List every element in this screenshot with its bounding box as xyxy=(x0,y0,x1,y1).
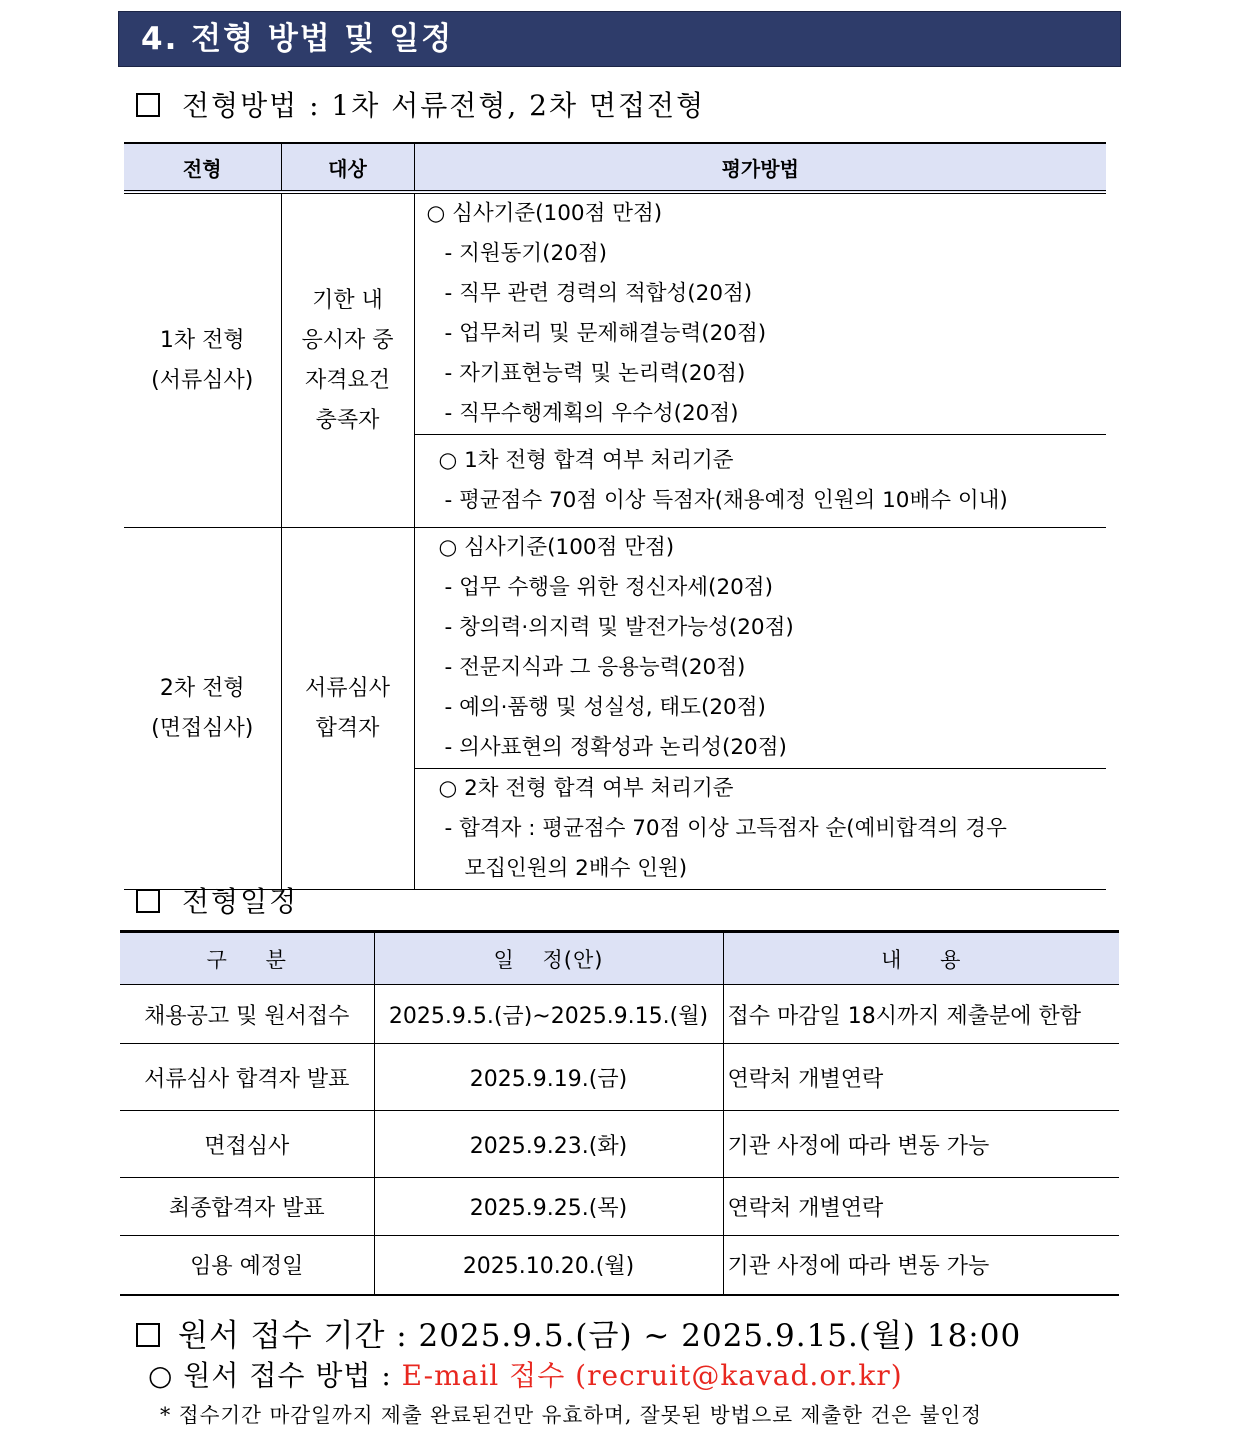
stage2-target: 서류심사 합격자 xyxy=(281,528,414,890)
checkbox-square-icon xyxy=(136,889,160,913)
schedule-table xyxy=(120,930,1119,1296)
list-item: - 지원동기(20점) xyxy=(444,241,608,266)
application-period-text: 원서 접수 기간 : 2025.9.5.(금) ~ 2025.9.15.(월) 18:00 xyxy=(178,1318,1022,1354)
evaluation-header-row xyxy=(124,143,1106,192)
list-item: - 전문지식과 그 응용능력(20점) xyxy=(444,655,746,680)
checkbox-square-icon xyxy=(136,93,160,117)
application-method-value: E-mail 접수 (recruit@kavad.or.kr) xyxy=(401,1359,903,1392)
stage2-name: 2차 전형 (면접심사) xyxy=(124,528,281,890)
list-item: - 업무처리 및 문제해결능력(20점) xyxy=(444,321,767,346)
schedule-heading xyxy=(136,880,298,920)
schedule-header-row xyxy=(120,932,1119,985)
table-row: 서류심사 합격자 발표 2025.9.19.(금) 연락처 개별연락 xyxy=(120,1044,1119,1111)
list-item: - 의사표현의 정확성과 논리성(20점) xyxy=(444,735,787,760)
header-method: 평가방법 xyxy=(414,143,1106,192)
application-period xyxy=(136,1310,1021,1355)
stage2-criteria-row xyxy=(124,528,1106,769)
application-method-label: ○ 원서 접수 방법 : xyxy=(148,1359,392,1392)
list-item: - 업무 수행을 위한 정신자세(20점) xyxy=(444,575,773,600)
section-title: 4. 전형 방법 및 일정 xyxy=(118,11,1121,67)
list-item: - 예의·품행 및 성실성, 태도(20점) xyxy=(444,695,766,720)
stage2-pass-criteria: ○ 2차 전형 합격 여부 처리기준 - 합격자 : 평균점수 70점 이상 고득점자 순(예비합격의 경우 모집인원의 2배수 인원) xyxy=(414,769,1106,890)
method-heading-text: 전형방법 : 1차 서류전형, 2차 면접전형 xyxy=(182,89,706,122)
evaluation-table xyxy=(124,142,1106,890)
stage1-target: 기한 내 응시자 중 자격요건 충족자 xyxy=(281,192,414,528)
list-item: - 직무수행계획의 우수성(20점) xyxy=(444,401,739,426)
table-row: 채용공고 및 원서접수 2025.9.5.(금)~2025.9.15.(월) 접수 마감일 18시까지 제출분에 한함 xyxy=(120,985,1119,1044)
stage2-criteria: ○ 심사기준(100점 만점) - 업무 수행을 위한 정신자세(20점) - 창의력·의지력 및 발전가능성(20점) - 전문지식과 그 응용능력(20점) - 예의·품행 및 성실성, 태도(20점) - 의사표현의 정확성과 논리성(20점) xyxy=(414,528,1106,769)
list-item: - 자기표현능력 및 논리력(20점) xyxy=(444,361,746,386)
list-item: - 직무 관련 경력의 적합성(20점) xyxy=(444,281,753,306)
stage1-name: 1차 전형 (서류심사) xyxy=(124,192,281,528)
application-method xyxy=(148,1354,903,1394)
schedule-heading-text: 전형일정 xyxy=(182,885,299,918)
header-date: 일 정(안) xyxy=(374,932,723,985)
header-content: 내 용 xyxy=(723,932,1119,985)
table-row: 최종합격자 발표 2025.9.25.(목) 연락처 개별연락 xyxy=(120,1178,1119,1236)
header-target: 대상 xyxy=(281,143,414,192)
method-heading xyxy=(136,84,705,124)
table-row: 임용 예정일 2025.10.20.(월) 기관 사정에 따라 변동 가능 xyxy=(120,1236,1119,1295)
header-stage: 전형 xyxy=(124,143,281,192)
checkbox-square-icon xyxy=(136,1323,160,1347)
stage1-criteria-row xyxy=(124,192,1106,435)
application-note: * 접수기간 마감일까지 제출 완료된건만 유효하며, 잘못된 방법으로 제출한 건은 불인정 xyxy=(160,1403,983,1427)
table-row: 면접심사 2025.9.23.(화) 기관 사정에 따라 변동 가능 xyxy=(120,1111,1119,1178)
header-item: 구 분 xyxy=(120,932,374,985)
list-item: - 창의력·의지력 및 발전가능성(20점) xyxy=(444,615,794,640)
stage1-pass-criteria: ○ 1차 전형 합격 여부 처리기준 - 평균점수 70점 이상 득점자(채용예정 인원의 10배수 이내) xyxy=(414,435,1106,528)
stage1-criteria: ○ 심사기준(100점 만점) - 지원동기(20점) - 직무 관련 경력의 적합성(20점) - 업무처리 및 문제해결능력(20점) - 자기표현능력 및 논리력(20점) - 직무수행계획의 우수성(20점) xyxy=(414,192,1106,435)
